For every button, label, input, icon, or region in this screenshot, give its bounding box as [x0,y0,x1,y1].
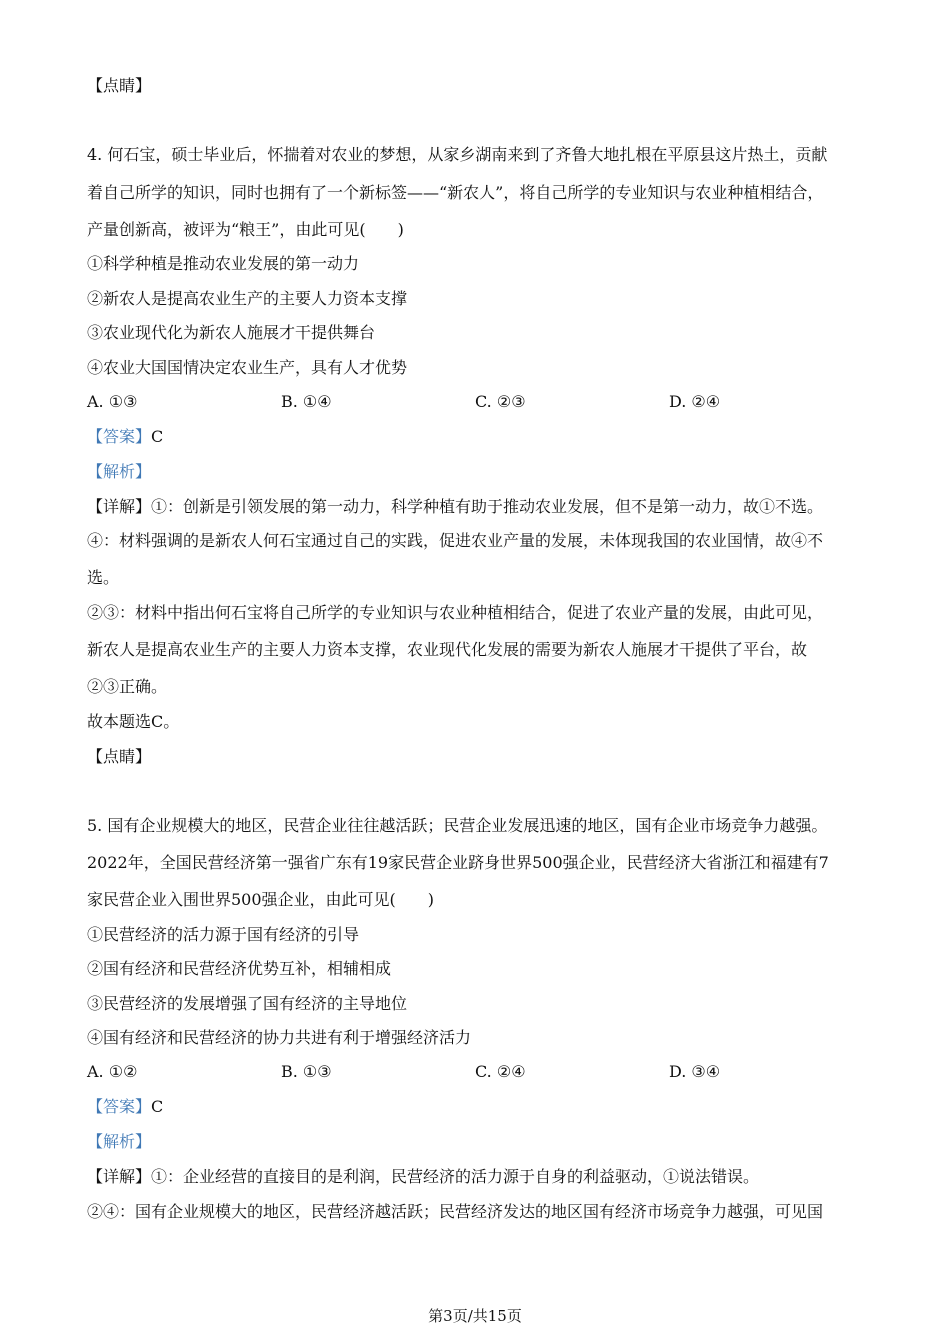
q4-choice-b: B. ①④ [281,392,332,411]
q5-statement: ②国有经济和民营经济优势互补，相辅相成 [87,959,392,978]
q5-detail-line: 【详解】①：企业经营的直接目的是利润，民营经济的活力源于自身的利益驱动，①说法错误。 [87,1167,760,1186]
q5-choice-b: B. ①③ [281,1062,332,1081]
q5-detail-line: ②④：国有企业规模大的地区，民营经济越活跃；民营经济发达的地区国有经济市场竞争力越强，可见国 [87,1202,824,1221]
q4-analysis-label: 【解析】 [87,462,152,481]
q4-detail-line: 选。 [87,568,120,587]
q4-stem-line: 着自己所学的知识，同时也拥有了一个新标签——“新农人”，将自己所学的专业知识与农业种植相结合， [87,183,824,202]
answer-label: 【答案】 [87,427,152,446]
answer-value: C [151,1097,164,1116]
q4-choice-c: C. ②③ [475,392,526,411]
q5-statement: ①民营经济的活力源于国有经济的引导 [87,925,360,944]
q4-statement: ①科学种植是推动农业发展的第一动力 [87,254,360,273]
q5-statement: ③民营经济的发展增强了国有经济的主导地位 [87,994,408,1013]
q4-stem-line: 4. 何石宝，硕士毕业后，怀揣着对农业的梦想，从家乡湖南来到了齐鲁大地扎根在平原县这片热土，贡献 [87,145,828,164]
q4-detail-line: ②③：材料中指出何石宝将自己所学的专业知识与农业种植相结合，促进了农业产量的发展，由此可见， [87,603,824,622]
q4-detail-line: 【详解】①：创新是引领发展的第一动力，科学种植有助于推动农业发展，但不是第一动力，故①不选。 [87,497,824,516]
q4-statement: ④农业大国国情决定农业生产，具有人才优势 [87,358,408,377]
q4-answer [87,427,163,447]
q4-choice-a: A. ①③ [87,392,138,411]
q5-answer [87,1097,163,1117]
q4-choice-d: D. ②④ [669,392,721,411]
q5-stem-line: 2022年，全国民营经济第一强省广东有19家民营企业跻身世界500强企业，民营经济大省浙江和福建有7 [87,853,829,872]
q5-choice-a: A. ①② [87,1062,138,1081]
q5-stem-line: 5. 国有企业规模大的地区，民营企业往往越活跃；民营企业发展迅速的地区，国有企业市场竞争力越强。 [87,816,828,835]
answer-value: C [151,427,164,446]
answer-label: 【答案】 [87,1097,152,1116]
q5-stem-line: 家民营企业入围世界500强企业，由此可见( ) [87,890,435,909]
q5-analysis-label: 【解析】 [87,1132,152,1151]
q4-statement: ③农业现代化为新农人施展才干提供舞台 [87,323,376,342]
q5-choice-d: D. ③④ [669,1062,721,1081]
q4-detail-line: ②③正确。 [87,677,168,696]
q5-choice-c: C. ②④ [475,1062,526,1081]
q4-detail-line: 故本题选C。 [87,712,180,731]
page-number-footer: 第3页/共15页 [428,1307,522,1325]
q5-statement: ④国有经济和民营经济的协力共进有利于增强经济活力 [87,1028,472,1047]
q4-statement: ②新农人是提高农业生产的主要人力资本支撑 [87,289,408,308]
q3-dianjing-label: 【点睛】 [87,76,152,95]
q4-detail-line: ④：材料强调的是新农人何石宝通过自己的实践，促进农业产量的发展，未体现我国的农业国情，故④不 [87,531,824,550]
q4-dianjing-label: 【点睛】 [87,747,152,766]
q4-detail-line: 新农人是提高农业生产的主要人力资本支撑，农业现代化发展的需要为新农人施展才干提供了平台，故 [87,640,808,659]
q4-stem-line: 产量创新高，被评为“粮王”，由此可见( ) [87,220,404,239]
